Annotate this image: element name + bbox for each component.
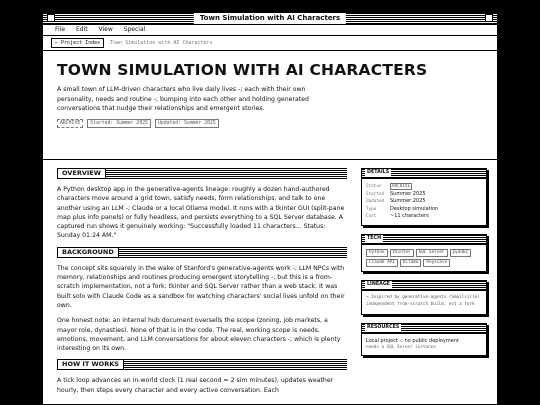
menu-edit[interactable]: Edit (75, 26, 88, 33)
details-key: Updated (366, 199, 385, 204)
details-row (366, 213, 482, 221)
tech-chip: Python (366, 249, 388, 257)
section-header-background (57, 247, 347, 258)
updated-tag: Updated: Summer 2025 (155, 119, 219, 128)
menu-file[interactable]: File (55, 26, 66, 33)
background-paragraph: The concept sits squarely in the wake of Stanford's generative-agents work -; LLM NPCs with memory, relationships and routines producing emergent storytelling -; but this is a from-scratch implementation, not a fork: tkinter and SQL Server rather than a web stack. It was built solo with Claude Code as a sandbox for watching characters' social lives unfold on their own. (57, 264, 345, 309)
status-badge: ARCHIVE (392, 184, 411, 189)
section-header-how-it-works (57, 359, 347, 370)
menu-bar (43, 25, 497, 36)
tech-chip: Ollama (400, 259, 422, 267)
tech-chip: pyodbc (450, 249, 472, 257)
page-description: A small town of LLM-driven characters who live daily lives -; each with their own personality, needs and routine -; bumping into each other and holding generated conversations that nudge their relationships and emergent stories. (57, 86, 309, 112)
details-row (366, 206, 482, 214)
lineage-card (361, 280, 487, 316)
details-row (366, 183, 482, 191)
details-key: Started (366, 191, 385, 197)
card-title: RESOURCES (367, 325, 400, 331)
started-tag: Started: Summer 2025 (87, 119, 151, 128)
card-header (362, 169, 486, 179)
card-title: TECH (367, 235, 382, 241)
section-title: HOW IT WORKS (57, 359, 124, 370)
sidebar (361, 168, 487, 364)
background-paragraph: One honest note: an internal hub document oversells the scope (zoning, job markets, a mayor role, dynasties). None of that is in the code. The real, working scope is needs, emotions, movement, and LLM conversations for about eleven characters -; which is plenty interesting on its own. (57, 317, 341, 353)
details-row (366, 198, 482, 206)
details-key: Cast (366, 214, 377, 219)
how-it-works-paragraph: A tick loop advances an in-world clock (1 real second = 2 sim minutes), updates weather hourly, then steps every character and every active conversation. Each (57, 377, 334, 394)
section-header-overview (57, 168, 347, 179)
resources-note: needs a SQL Server instance (366, 345, 436, 351)
overview-paragraph: A Python desktop app in the generative-agents lineage: roughly a dozen hand-authored characters move around a grid town, satisfy needs, form relationships, and talk to one another using an LLM -; Claude or a local Ollama model. It runs with a tkinter GUI (split-pane map plus info panels) or fully headless, and persists everything to a SQL Server database. A captured run shows it genuinely working: "Successfully loaded 11 characters... Status: Sunday 01:24 AM." (57, 186, 345, 240)
card-header (362, 281, 486, 291)
close-box[interactable] (47, 14, 55, 22)
main-column (57, 168, 347, 401)
resources-card (361, 323, 487, 356)
status-tag: ARCHIVE (57, 119, 83, 128)
tech-card (361, 234, 487, 272)
card-title: DETAILS (367, 170, 390, 175)
section-title: OVERVIEW (57, 168, 106, 179)
page-title: TOWN SIMULATION WITH AI CHARACTERS (57, 61, 428, 79)
details-value: ~11 characters (390, 213, 429, 219)
tag-row (57, 119, 483, 128)
menu-special[interactable]: Special (123, 26, 146, 33)
hero (43, 51, 497, 160)
details-key: Status (366, 184, 382, 189)
title-bar[interactable] (43, 13, 497, 25)
details-value: Summer 2025 (390, 198, 426, 204)
breadcrumb (43, 36, 497, 51)
resources-line: Local project -; no public deployment (366, 338, 459, 345)
tech-chip: tkinter (390, 249, 414, 257)
tech-chip: Claude API (366, 259, 398, 267)
details-value: Desktop simulation (390, 205, 439, 212)
menu-view[interactable]: View (98, 26, 113, 33)
breadcrumb-current: Town Simulation with AI Characters (110, 40, 213, 46)
details-value: Summer 2025 (390, 190, 426, 197)
back-to-index-link[interactable]: ← Project Index (51, 38, 104, 48)
details-key: Type (366, 206, 377, 212)
card-header (362, 235, 486, 245)
window-title: Town Simulation with AI Characters (194, 13, 346, 24)
details-card (361, 168, 487, 226)
lineage-note: independent from-scratch build, not a fork (366, 302, 475, 308)
zoom-box[interactable] (485, 14, 493, 22)
details-value-wrap (390, 183, 482, 191)
section-title: BACKGROUND (57, 247, 119, 258)
card-title: LINEAGE (367, 281, 391, 287)
lineage-link[interactable]: → Inspired by generative-agents (Smallville) (366, 294, 480, 300)
card-header (362, 324, 486, 334)
tech-chip: SQL Server (416, 249, 448, 257)
tech-chip: Anyscale (423, 259, 450, 267)
app-window (42, 12, 498, 405)
tech-chips (362, 245, 486, 271)
details-row (366, 191, 482, 199)
